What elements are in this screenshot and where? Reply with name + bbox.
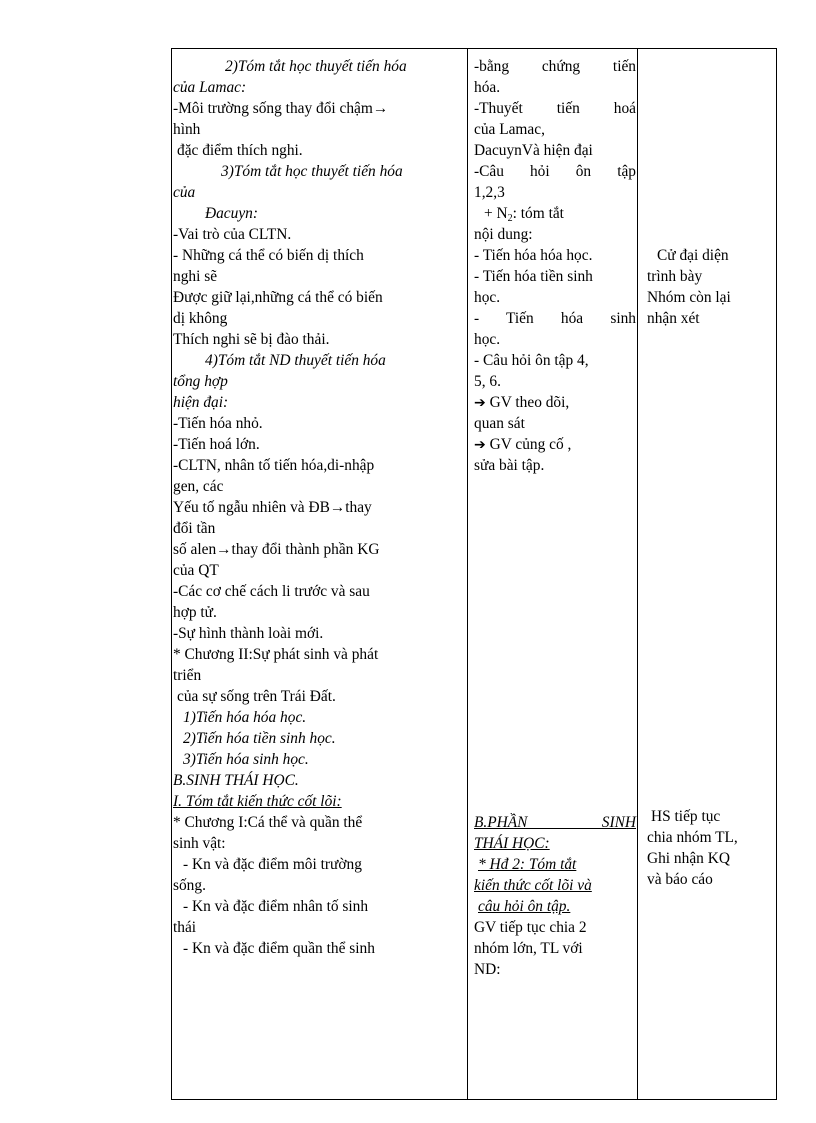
text-line: của Lamac,	[474, 121, 545, 138]
text-line: nghi sẽ	[173, 268, 218, 285]
text-line: -Thuyết tiến hoá	[474, 100, 636, 117]
text-fragment: : tóm tắt	[512, 205, 564, 222]
arrow-icon: ➔	[474, 395, 486, 411]
text-line: - Tiến hóa hóa học.	[474, 247, 593, 264]
text-line: hiện đại:	[173, 394, 229, 411]
text-line: DacuynVà hiện đại	[474, 142, 593, 159]
part-heading: B.SINH THÁI HỌC.	[173, 772, 299, 789]
activity-column	[472, 56, 636, 980]
text-line: 3)Tiến hóa sinh học.	[183, 751, 309, 768]
text-line: HS tiếp tục	[651, 808, 721, 825]
text-line: thái	[173, 919, 197, 936]
text-line: -CLTN, nhân tố tiến hóa,di-nhập	[173, 457, 375, 474]
teacher-monitor-line	[474, 392, 636, 413]
text-fragment: GV theo dõi,	[489, 394, 570, 411]
arrow-icon: ➔	[474, 437, 486, 453]
part-heading-ecology: B.PHẦN SINH	[474, 814, 636, 831]
text-line: hợp tử.	[173, 604, 217, 621]
teacher-review-line	[474, 434, 636, 455]
text-line: tổng hợp	[173, 373, 228, 390]
text-line: Ghi nhận KQ	[647, 850, 730, 867]
activity-heading: * Hđ 2: Tóm tắt	[478, 856, 577, 873]
text-line: và báo cáo	[647, 871, 713, 888]
section-heading-modern: 4)Tóm tắt ND thuyết tiến hóa	[205, 352, 386, 369]
chapter-heading: * Chương II:Sự phát sinh và phát	[173, 646, 379, 663]
text-line: nội dung:	[474, 226, 533, 243]
text-line: -Các cơ chế cách li trước và sau	[173, 583, 370, 600]
text-line: sửa bài tập.	[474, 457, 545, 474]
chapter-heading: * Chương I:Cá thể và quần thể	[173, 814, 363, 831]
text-line: - Câu hỏi ôn tập 4,	[474, 352, 589, 369]
activity-heading-2: kiến thức cốt lõi và	[474, 877, 592, 894]
text-fragment: GV củng cố ,	[489, 436, 572, 453]
text-line: của QT	[173, 562, 219, 579]
text-line: -Tiến hóa nhỏ.	[173, 415, 263, 432]
text-line: ND:	[474, 961, 501, 978]
text-line: chia nhóm TL,	[647, 829, 738, 846]
column-divider-1	[467, 48, 468, 1100]
text-line: số alen→thay đổi thành phần KG	[173, 541, 380, 558]
text-line: - Tiến hóa tiền sinh	[474, 268, 593, 285]
section-heading-darwin: 3)Tóm tắt học thuyết tiến hóa	[221, 163, 403, 180]
text-line: - Kn và đặc điểm quần thể sinh	[183, 940, 375, 957]
text-line: dị không	[173, 310, 228, 327]
subsection-heading: I. Tóm tắt kiến thức cốt lõi:	[173, 793, 342, 810]
text-line: sống.	[173, 877, 206, 894]
student-column	[643, 56, 781, 329]
text-line: - Tiến hóa sinh	[474, 310, 636, 327]
text-line: 5, 6.	[474, 373, 501, 390]
part-heading-ecology-2: THÁI HỌC:	[474, 835, 550, 852]
text-line: - Kn và đặc điểm môi trường	[183, 856, 362, 873]
text-fragment: + N	[484, 205, 508, 222]
text-line: nhóm lớn, TL với	[474, 940, 583, 957]
text-line: Thích nghi sẽ bị đào thải.	[173, 331, 330, 348]
section-heading-lamac: 2)Tóm tắt học thuyết tiến hóa	[225, 58, 407, 75]
text-line: của Lamac:	[173, 79, 247, 96]
content-column	[171, 56, 463, 959]
text-line: hình	[173, 121, 201, 138]
text-line: 1,2,3	[474, 184, 505, 201]
text-line: Cử đại diện	[657, 247, 729, 264]
text-line: 2)Tiến hóa tiền sinh học.	[183, 730, 336, 747]
text-line: đặc điểm thích nghi.	[177, 142, 303, 159]
text-line: triển	[173, 667, 202, 684]
text-line: gen, các	[173, 478, 224, 495]
text-line: - Kn và đặc điểm nhân tố sinh	[183, 898, 369, 915]
text-line: -Sự hình thành loài mới.	[173, 625, 324, 642]
text-line: đổi tần	[173, 520, 216, 537]
text-line: -Tiến hoá lớn.	[173, 436, 260, 453]
text-line: Yếu tố ngẫu nhiên và ĐB→thay	[173, 499, 372, 516]
text-line: Được giữ lại,những cá thể có biến	[173, 289, 383, 306]
column-divider-2	[637, 48, 638, 1100]
student-column-lower	[643, 806, 781, 890]
text-line: 1)Tiến hóa hóa học.	[183, 709, 307, 726]
text-line: hóa.	[474, 79, 501, 96]
activity-heading-3: câu hỏi ôn tập.	[478, 898, 571, 915]
text-line: GV tiếp tục chia 2	[474, 919, 587, 936]
text-line: sinh vật:	[173, 835, 226, 852]
text-line: học.	[474, 331, 501, 348]
text-line: -Câu hỏi ôn tập	[474, 163, 636, 180]
subscript: 2	[507, 213, 513, 224]
text-line: quan sát	[474, 415, 525, 432]
group-2-line	[474, 203, 636, 224]
text-line: học.	[474, 289, 501, 306]
text-line: -Môi trường sống thay đổi chậm→	[173, 100, 389, 117]
text-line: - Những cá thể có biến dị thích	[173, 247, 364, 264]
text-line: của sự sống trên Trái Đất.	[177, 688, 336, 705]
lesson-table	[171, 48, 777, 1100]
text-line: -bằng chứng tiến	[474, 58, 636, 75]
text-line: Nhóm còn lại	[647, 289, 731, 306]
text-line: của	[173, 184, 196, 201]
text-line: trình bày	[647, 268, 703, 285]
text-line: -Vai trò của CLTN.	[173, 226, 292, 243]
text-line: nhận xét	[647, 310, 700, 327]
text-line: Đacuyn:	[205, 205, 258, 222]
